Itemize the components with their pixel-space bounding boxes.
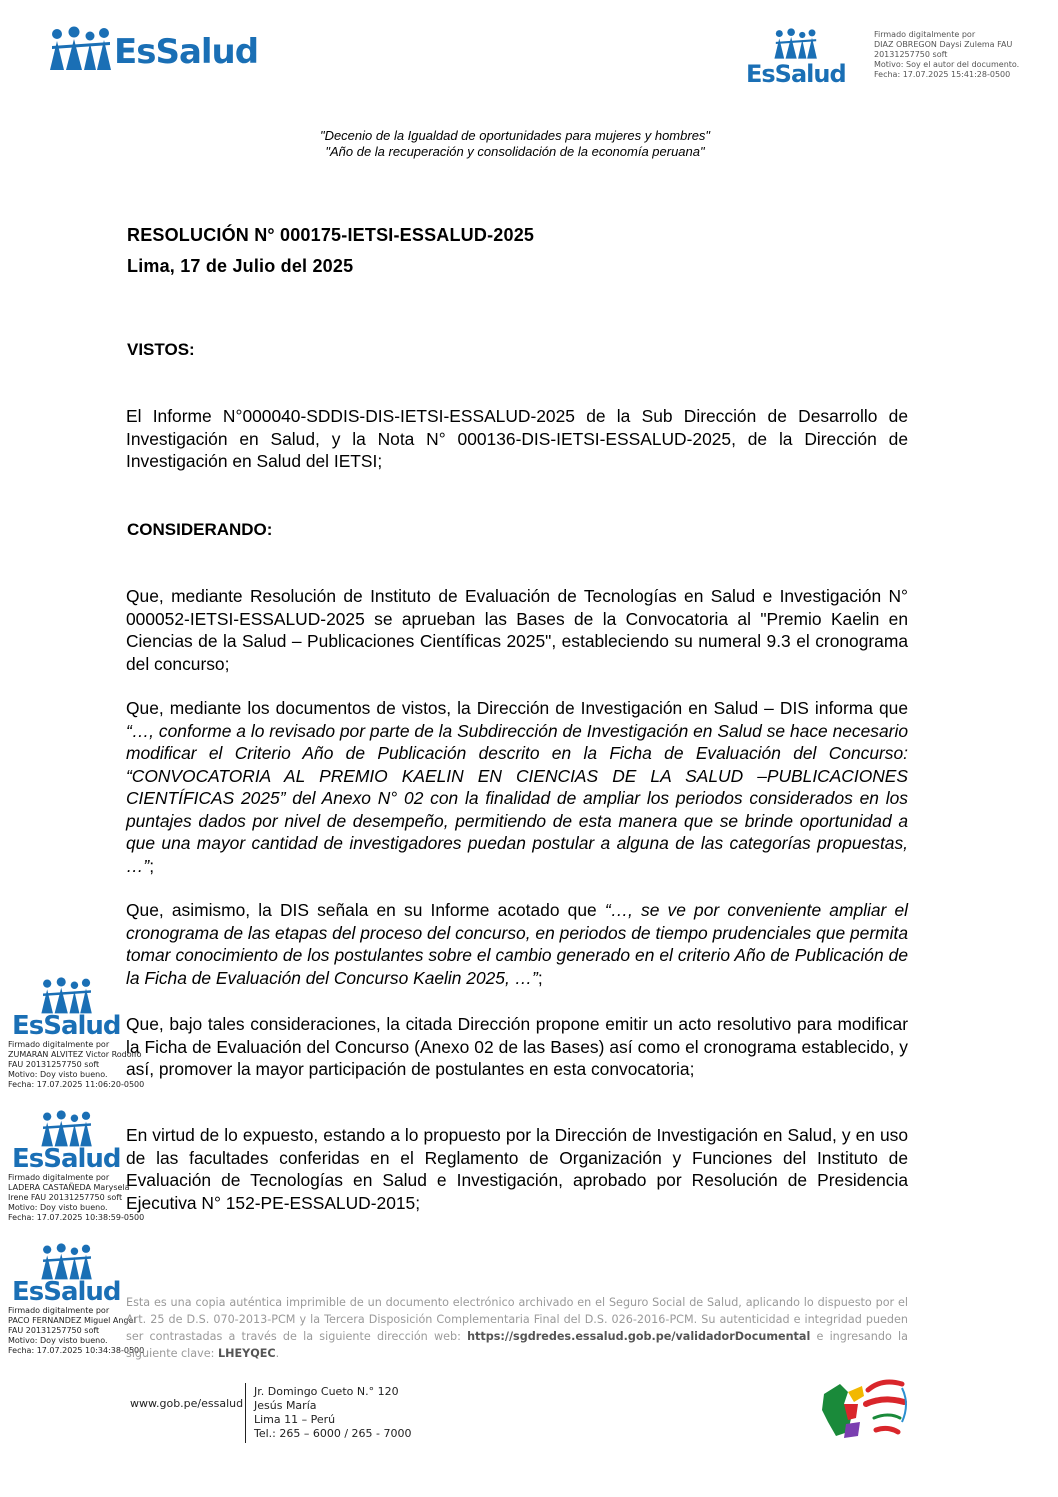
note-lead: Esta es una copia auténtica imprimible de un documento electrónico archivado en el Seguro Social de Salud, aplicando lo dispuesto por el Art. 25 de D.S. 070-2013-PCM y la Tercera Disposición Complementaria Final del D.S. 026-2016-PCM. Su autenticidad e integridad pueden ser contrastadas a través de la siguiente dirección web:	[126, 1296, 908, 1343]
signature-line: Motivo: Soy el autor del documento.	[874, 60, 1020, 69]
considerando-heading: CONSIDERANDO:	[127, 520, 273, 539]
signature-line: Fecha: 17.07.2025 15:41:28-0500	[874, 70, 1011, 79]
validator-link[interactable]: https://sgdredes.essalud.gob.pe/validadorDocumental	[467, 1330, 811, 1343]
signature-line: Motivo: Doy visto bueno.	[8, 1203, 108, 1212]
family-icon	[36, 977, 98, 1015]
authenticity-note	[126, 1294, 908, 1362]
access-key: LHEYQEC	[217, 1347, 276, 1360]
considerando-paragraph-5: En virtud de lo expuesto, estando a lo propuesto por la Dirección de Investigación en Salud, y en uso de las facultades conferidas en el Reglamento de Organización y Funciones del Instituto de Evaluación de Tecnologías en Salud e Investigación, aprobado por Resolución de Presidencia Ejecutiva N° 152-PE-ESSALUD-2015;	[126, 1125, 908, 1213]
footer-website[interactable]: www.gob.pe/essalud	[130, 1397, 244, 1410]
signature-line: Firmado digitalmente por	[874, 30, 976, 39]
paragraph-3-lead: Que, asimismo, la DIS señala en su Informe acotado que	[126, 900, 605, 920]
family-icon	[768, 28, 824, 60]
family-icon	[36, 1243, 98, 1281]
stamp-wordmark: EsSalud	[12, 1144, 121, 1174]
considerando-paragraph-2	[126, 697, 908, 877]
considerando-paragraph-1: Que, mediante Resolución de Instituto de Evaluación de Tecnologías en Salud e Investigación N° 000052-IETSI-ESSALUD-2025 se aprueban las Bases de la Convocatoria al "Premio Kaelin en Ciencias de la Salud – Publicaciones Científicas 2025", estableciendo su numeral 9.3 el cronograma del concurso;	[126, 586, 908, 674]
logo-right-wordmark: EsSalud	[746, 60, 846, 88]
motto-block	[200, 128, 830, 160]
family-icon	[36, 1110, 98, 1148]
campaign-logo	[818, 1374, 910, 1444]
resolution-date: Lima, 17 de Julio del 2025	[127, 256, 354, 276]
signature-line: Firmado digitalmente por	[8, 1306, 110, 1315]
paragraph-2-quote: “…, conforme a lo revisado por parte de la Subdirección de Investigación en Salud se hace necesario modificar el Criterio Año de Publicación descrito en la Ficha de Evaluación del Concurso: “CONVOCATORIA AL PREMIO KAELIN EN CIENCIAS DE LA SALUD –PUBLICACIONES CIENTÍFICAS 2025” del Anexo N° 02 con la finalidad de ampliar los periodos considerados en los puntajes dados por nivel de desempeño, permitiendo de esta manera que se brinde oportunidad a que una mayor cantidad de investigadores puedan postular a alguna de las categorías propuestas, …”	[126, 720, 908, 876]
motto-line-1: "Decenio de la Igualdad de oportunidades para mujeres y hombres"	[319, 128, 711, 143]
signature-line: FAU 20131257750 soft	[8, 1060, 100, 1069]
signature-line: FAU 20131257750 soft	[8, 1326, 100, 1335]
signature-line: Motivo: Doy visto bueno.	[8, 1070, 108, 1079]
essalud-logo-right	[746, 28, 846, 90]
signature-line: Firmado digitalmente por	[8, 1173, 110, 1182]
signature-block-top	[874, 30, 1019, 80]
signature-line: Irene FAU 20131257750 soft	[8, 1193, 123, 1202]
signature-line: LADERA CASTAÑEDA Marysela	[8, 1183, 130, 1192]
paragraph-3-quote: “…, se ve por conveniente ampliar el cronograma de las etapas del proceso del concurso, en periodos de tiempo prudenciales que permita tomar conocimiento de los postulantes sobre el cambio generado en el criterio Año de Publicación de la Ficha de Evaluación del Concurso Kaelin 2025, …”	[126, 900, 908, 988]
signature-stamp-1	[8, 977, 145, 1095]
signature-line: Firmado digitalmente por	[8, 1040, 110, 1049]
signature-stamp-2	[8, 1110, 145, 1228]
resolution-title: RESOLUCIÓN N° 000175-IETSI-ESSALUD-2025	[127, 225, 535, 245]
paragraph-2-end: ;	[149, 855, 155, 876]
address-line: Tel.: 265 – 6000 / 265 - 7000	[254, 1427, 412, 1440]
vistos-paragraph: El Informe N°000040-SDDIS-DIS-IETSI-ESSALUD-2025 de la Sub Dirección de Desarrollo de Investigación en Salud, y la Nota N° 000136-DIS-IETSI-ESSALUD-2025, de la Dirección de Investigación en Salud del IETSI;	[126, 406, 908, 471]
signature-text	[8, 1306, 144, 1356]
address-line: Jr. Domingo Cueto N.° 120	[254, 1385, 399, 1398]
considerando-paragraph-3	[126, 899, 908, 989]
signature-line: PACO FERNANDEZ Miguel Angel	[8, 1316, 136, 1325]
note-end: .	[275, 1347, 280, 1360]
motto-line-2: "Año de la recuperación y consolidación de la economía peruana"	[325, 144, 705, 159]
signature-line: 20131257750 soft	[874, 50, 948, 59]
logo-left-wordmark: EsSalud	[114, 32, 259, 72]
paragraph-3-end: ;	[537, 967, 543, 988]
signature-line: ZUMARAN ALVITEZ Victor Rodolfo	[8, 1050, 142, 1059]
signature-line: Fecha: 17.07.2025 11:06:20-0500	[8, 1080, 145, 1089]
signature-text	[8, 1040, 144, 1090]
stamp-wordmark: EsSalud	[12, 1277, 121, 1307]
stamp-wordmark: EsSalud	[12, 1011, 121, 1041]
signature-text	[8, 1173, 144, 1223]
signature-line: Fecha: 17.07.2025 10:34:38-0500	[8, 1346, 145, 1355]
footer-divider	[245, 1383, 246, 1443]
paragraph-2-lead: Que, mediante los documentos de vistos, la Dirección de Investigación en Salud – DIS informa que	[126, 698, 908, 718]
address-line: Jesús María	[254, 1399, 317, 1412]
address-line: Lima 11 – Perú	[254, 1413, 336, 1426]
family-icon	[48, 26, 114, 72]
signature-line: DIAZ OBREGON Daysi Zulema FAU	[874, 40, 1013, 49]
signature-line: Motivo: Doy visto bueno.	[8, 1336, 108, 1345]
footer-address	[254, 1385, 412, 1441]
signature-line: Fecha: 17.07.2025 10:38:59-0500	[8, 1213, 145, 1222]
considerando-paragraph-4: Que, bajo tales consideraciones, la citada Dirección propone emitir un acto resolutivo para modificar la Ficha de Evaluación del Concurso (Anexo 02 de las Bases) así como el cronograma establecido, y así, promover la mayor participación de postulantes en esta convocatoria;	[126, 1014, 908, 1079]
peru-campaign-icon	[818, 1374, 910, 1444]
signature-stamp-3	[8, 1243, 145, 1363]
vistos-heading: VISTOS:	[127, 340, 195, 359]
note-mid: e ingresando la siguiente clave:	[126, 1330, 908, 1360]
essalud-logo-left	[48, 26, 258, 76]
